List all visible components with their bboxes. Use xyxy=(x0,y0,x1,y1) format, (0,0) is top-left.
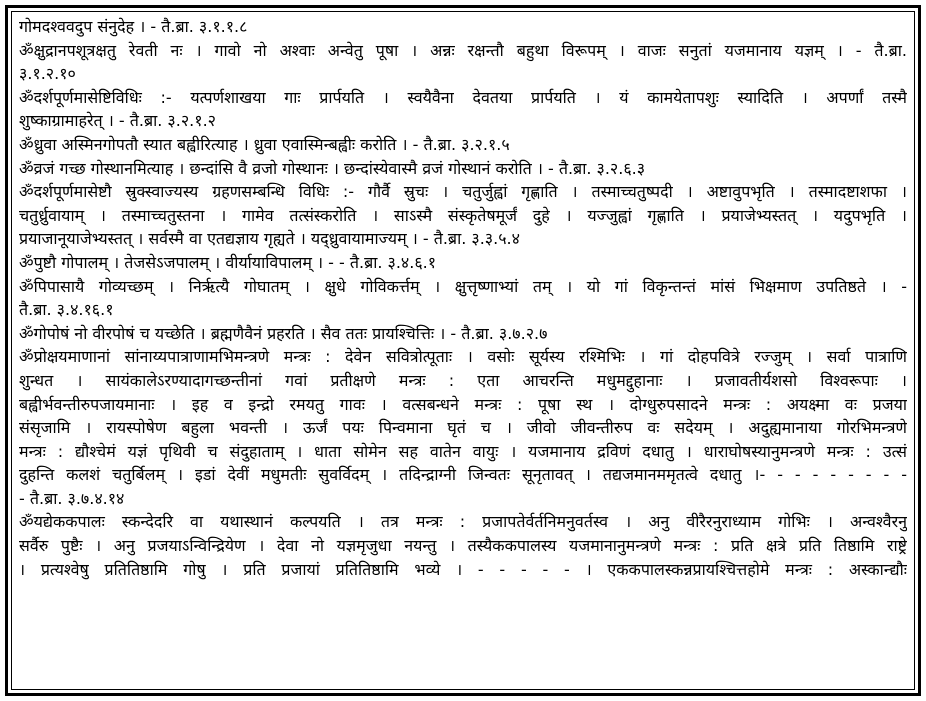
text-line: - तै.ब्रा. ३.७.४.१४ xyxy=(19,488,125,508)
text-block xyxy=(11,11,915,690)
text-line: ॐक्षुद्रानपशूत्रक्षतु रेवती नः । गावो नो अश्वाः अन्वेतु पूषा । अन्नः रक्षन्तौ बहुथा विरूपम् । वाजः सनुतां यजमानाय यज्ञम् । - तै.ब्रा. xyxy=(19,40,907,60)
text-line: संसृजामि । रायस्पोषेण बहुला भवन्ती । ऊर्जं पयः पिन्वमाना घृतं च । जीवो जीवन्तीरुप वः सदेयम् । अदुह्यमानाया गोरभिमन्त्रणे xyxy=(19,418,907,438)
text-line: दुहन्ति कलशं चतुर्बिलम् । इडां देवीं मधुमतीः सुवर्विदम् । तदिन्द्राग्नी जिन्वतः सूनृतावत् । तद्यजमानममृतत्वे दधातु ।- - - - - - - - - xyxy=(19,465,907,485)
text-line: ॐध्रुवा अस्मिनगोपतौ स्यात बह्वीरित्याह । ध्रुवा एवास्मिन्बह्वीः करोति । - तै.ब्रा. ३.२.१.५ xyxy=(19,134,510,154)
text-line: प्रयाजानूयाजेभ्यस्तत् । सर्वस्मै वा एतद्यज्ञाय गृह्यते । यद्ध्रुवायामाज्यम् । - तै.ब्रा. ३.३.५.४ xyxy=(19,229,520,249)
text-line: शुष्काग्रामाहरेत् । - तै.ब्रा. ३.२.१.२ xyxy=(19,111,216,131)
text-line: ॐदर्शपूर्णमासेष्टिविधिः :- यत्पर्णशाखया गाः प्रार्पयति । स्वयैवैना देवतया प्रार्पयति । यं कामयेतापशुः स्यादिति । अपर्णां तस्मै xyxy=(19,87,907,107)
text-line: ॐयद्येककपालः स्कन्देदरि वा यथास्थानं कल्पयति । तत्र मन्त्रः : प्रजापतेर्वर्तनिमनुवर्तस्व । अनु वीरैरनुराध्याम गोभिः । अन्वश्वैरनु xyxy=(19,512,907,532)
text-line: गोमदश्ववदुप संनुदेह । - तै.ब्रा. ३.१.१.८ xyxy=(19,17,248,36)
text-line: चतुर्ध्रुवायाम् । तस्माच्चतुस्तना । गामेव तत्संस्करोति । साऽस्मै संस्कृतेषमूर्जं दुहे । यज्जुह्वां गृह्णाति । प्रयाजेभ्यस्तत् । यदुपभृति । xyxy=(19,205,907,225)
text-line: शुन्धत । सायंकालेऽरण्यादागच्छन्तीनां गवां प्रतीक्षणे मन्त्रः : एता आचरन्ति मधुमद्दुहानाः । प्रजावतीर्यशसो विश्वरूपाः । xyxy=(19,370,907,390)
text-line: ॐप्रोक्षयमाणानां सांनाय्यपात्राणामभिमन्त्रणे मन्त्रः : देवेन सवित्रोत्पूताः । वसोः सूर्यस्य रश्मिभिः । गां दोहपवित्रे रज्जुम् । सर्वा पात्राणि xyxy=(19,347,907,367)
text-line: । प्रत्यश्वेषु प्रतितिष्ठामि गोषु । प्रति प्रजायां प्रतितिष्ठामि भव्ये । - - - - - । एककपालस्कन्नप्रायश्चित्तहोमे मन्त्रः : अस्कान्द्यौः xyxy=(19,559,907,579)
text-line: ॐदर्शपूर्णमासेष्टौ स्रुक्स्वाज्यस्य ग्रहणसम्बन्धि विधिः :- गौर्वै स्रुचः । चतुर्जुह्वां गृह्णाति । तस्माच्चतुष्पदी । अष्टावुपभृति । तस्मादष्टाशफा । xyxy=(19,182,907,202)
text-line: ३.१.२.१० xyxy=(19,64,76,84)
text-line: तै.ब्रा. ३.४.१६.१ xyxy=(19,300,114,320)
text-line: ॐपिपासायै गोव्यच्छम् । निर्ऋत्यै गोघातम् । क्षुधे गोविकर्त्तम् । क्षुत्तृष्णाभ्यां तम् । यो गां विकृन्तन्तं मांसं भिक्षमाण उपतिष्ठते । - xyxy=(19,276,907,296)
text-line: मन्त्रः : द्यौश्चेमं यज्ञं पृथिवी च संदुहाताम् । धाता सोमेन सह वातेन वायुः । यजमानाय द्रविणं दधातु । धाराघोषस्यानुमन्त्रणे मन्त्रः : उत्सं xyxy=(19,441,907,461)
text-line: ॐगोपोषं नो वीरपोषं च यच्छेति । ब्रह्मणैवैनं प्रहरति । सैव ततः प्रायश्चित्तिः । - तै.ब्रा. ३.७.२.७ xyxy=(19,323,548,343)
text-line: सर्वैरु पुष्टैः । अनु प्रजयाऽन्विन्द्रियेण । देवा नो यज्ञमृजुधा नयन्तु । तस्यैककपालस्य यजमानानुमन्त्रणे मन्त्रः : प्रति क्षत्रे प्रति तिष्ठामि राष्ट्रे xyxy=(19,536,907,556)
text-line: ॐपुष्टौ गोपालम् । तेजसेऽजपालम् । वीर्यायाविपालम् । - - तै.ब्रा. ३.४.६.१ xyxy=(19,252,437,272)
document-frame xyxy=(5,5,921,696)
text-line: ॐव्रजं गच्छ गोस्थानमित्याह । छन्दांसि वै व्रजो गोस्थानः । छन्दांस्येवास्मै व्रजं गोस्थानं करोति । - तै.ब्रा. ३.२.६.३ xyxy=(19,158,646,178)
text-line: बह्वीर्भवन्तीरुपजायमानाः । इह व इन्द्रो रमयतु गावः । वत्सबन्धने मन्त्रः : पूषा स्थ । दोग्धुरुपसादने मन्त्रः : अयक्ष्मा वः प्रजया xyxy=(19,394,907,414)
